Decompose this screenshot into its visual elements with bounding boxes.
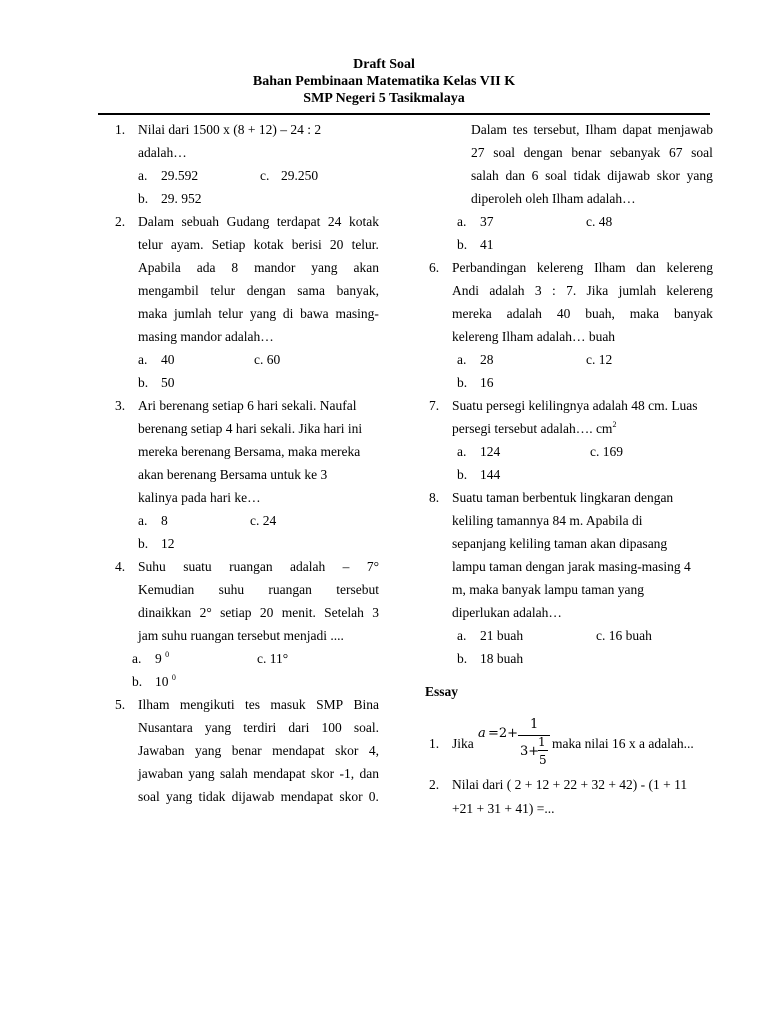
option-label: b. [457, 375, 468, 390]
word: soal. [353, 720, 379, 735]
option-label: a. [457, 444, 467, 459]
word: jumlah [618, 283, 657, 298]
word: banyak, [336, 283, 379, 298]
document-subtitle: Bahan Pembinaan Matematika Kelas VII K [252, 74, 516, 89]
word: Dalam [471, 122, 507, 137]
word: Apabila [138, 260, 181, 275]
option-label: b. [457, 467, 468, 482]
word: banyak [673, 306, 713, 321]
question-text [138, 559, 379, 575]
word: tes [512, 122, 528, 137]
word: 8 [231, 260, 239, 275]
option-a: 9 $^0$ [155, 650, 170, 666]
question-number: 6. [429, 260, 440, 275]
word: jawaban [138, 766, 183, 781]
option-b: 12 [161, 536, 175, 551]
word: 40 [556, 306, 571, 321]
question-text: persegi tersebut adalah…. $cm^2$ [452, 420, 617, 436]
word: 4, [368, 743, 379, 758]
word: benar [571, 145, 602, 160]
word: kotak [253, 237, 284, 252]
word: menit. [281, 605, 316, 620]
option-label: b. [457, 237, 468, 252]
word: maka [138, 306, 168, 321]
question-text: sepanjang keliling taman akan dipasang [452, 536, 668, 551]
essay-text: +21 + 31 + 41) =... [452, 801, 555, 816]
word: skor [310, 766, 335, 781]
option-a: 29.592 [161, 168, 199, 183]
question-text: diperoleh oleh Ilham adalah… [471, 191, 636, 206]
question-text: Ari berenang setiap 6 hari sekali. Naufal [138, 398, 357, 413]
word: Bina [353, 697, 379, 712]
question-text: jam suhu ruangan tersebut menjadi .... [138, 628, 344, 643]
word: yang [165, 789, 193, 804]
word: 20 [329, 237, 344, 252]
word: dari [288, 720, 310, 735]
word: telur [218, 306, 244, 321]
option-b: 29. 952 [161, 191, 202, 206]
word: terdiri [243, 720, 277, 735]
question-text: adalah… [138, 145, 187, 160]
question-text [138, 237, 379, 253]
word: 6 [531, 168, 539, 183]
word: 100 [321, 720, 342, 735]
word: Jika [586, 283, 609, 298]
word: skor [335, 743, 359, 758]
option-label: a. [457, 214, 467, 229]
word: 20 [259, 605, 274, 620]
question-text: Nilai dari 1500 x (8 + 12) – 24 : 2 [138, 122, 322, 137]
question-text: masing mandor adalah… [138, 329, 274, 344]
question-text [138, 283, 379, 299]
word: soal [691, 145, 713, 160]
word: Dalam [138, 214, 174, 229]
word: dan [505, 168, 525, 183]
inner-numerator: 1 [538, 735, 546, 749]
question-text [138, 306, 379, 322]
word: yang [188, 766, 215, 781]
option-label: a. [132, 651, 142, 666]
word: Kemudian [138, 582, 195, 597]
option-label: a. [138, 513, 148, 528]
question-text: Suatu taman berbentuk lingkaran dengan [452, 490, 674, 505]
question-number: 3. [115, 398, 126, 413]
option-label: b. [457, 651, 468, 666]
word: mendapat [272, 743, 325, 758]
word: menjawab [657, 122, 713, 137]
option-c: c. 16 buah [596, 628, 652, 643]
option-a: 8 [161, 513, 168, 528]
word: dengan [246, 283, 286, 298]
question-number: 1. [115, 122, 126, 137]
word: Ilham [594, 260, 626, 275]
question-text: kelereng Ilham adalah… buah [452, 329, 616, 344]
word: ruangan [268, 582, 312, 597]
word: sebanyak [610, 145, 661, 160]
word: 27 [471, 145, 485, 160]
word: sama [297, 283, 326, 298]
word: benar [231, 743, 262, 758]
word: dijawab [607, 168, 651, 183]
word: setiap [220, 605, 252, 620]
word: : [551, 283, 556, 298]
word: dan [636, 260, 656, 275]
word: telur [138, 237, 163, 252]
word: yang [194, 743, 222, 758]
word: soal [545, 168, 567, 183]
word: yang [249, 306, 277, 321]
word: Ilham [138, 697, 170, 712]
question-text: Suatu persegi kelilingnya adalah 48 cm. Luas [452, 398, 698, 413]
question-text [452, 283, 713, 299]
word: masing- [335, 306, 379, 321]
option-label: a. [457, 628, 467, 643]
word: salah [219, 766, 248, 781]
option-label: a. [138, 168, 148, 183]
word: Gudang [226, 214, 270, 229]
option-c: c. 48 [586, 214, 613, 229]
word: maka [629, 306, 660, 321]
word: dan [359, 766, 379, 781]
question-text [471, 122, 713, 138]
word: yang [204, 720, 232, 735]
question-text [138, 260, 379, 276]
option-a: 40 [161, 352, 175, 367]
fraction-numerator: 1 [530, 717, 539, 732]
option-a: 37 [480, 214, 494, 229]
question-number: 5. [115, 697, 126, 712]
option-label: c. [260, 168, 270, 183]
word: ayam. [170, 237, 204, 252]
word: suhu [218, 582, 245, 597]
school-name: SMP Negeri 5 Tasikmalaya [303, 91, 465, 106]
word: Andi [452, 283, 479, 298]
option-b: 50 [161, 375, 175, 390]
word: di [282, 306, 294, 321]
word: 7° [366, 559, 379, 574]
word: 24 [327, 214, 342, 229]
math-equals: =2+ [488, 726, 519, 741]
word: bawa [300, 306, 329, 321]
word: dinaikkan [138, 605, 192, 620]
word: ada [196, 260, 216, 275]
word: dijawab [231, 789, 275, 804]
question-text: lampu taman dengan jarak masing-masing 4 [452, 559, 691, 574]
question-text [471, 168, 713, 184]
question-text [138, 214, 379, 230]
word: 3 [372, 605, 379, 620]
word: ruangan [229, 559, 273, 574]
question-text: berenang setiap 4 hari sekali. Jika hari ini [138, 421, 363, 436]
essay-text: maka nilai 16 x a adalah... [552, 736, 694, 751]
word: 3 [534, 283, 542, 298]
word: tidak [198, 789, 226, 804]
fraction-denominator: 3+ [520, 744, 540, 759]
math-variable: a [478, 726, 486, 741]
word: adalah [506, 306, 542, 321]
question-text [138, 697, 379, 713]
option-b: 18 buah [480, 651, 524, 666]
word: soal [138, 789, 160, 804]
word: Perbandingan [452, 260, 527, 275]
word: Suhu [138, 559, 166, 574]
question-text: diperlukan adalah… [452, 605, 562, 620]
word: terdapat [276, 214, 321, 229]
essay-text: Nilai dari ( 2 + 12 + 22 + 32 + 42) - (1 + 11 [452, 777, 688, 792]
option-c: c. 12 [586, 352, 613, 367]
question-text [452, 306, 713, 322]
option-b: 144 [480, 467, 501, 482]
option-c: c. 24 [250, 513, 277, 528]
essay-text: Jika [452, 736, 474, 751]
option-label: a. [457, 352, 467, 367]
question-number: 7. [429, 398, 440, 413]
word: adalah [489, 283, 525, 298]
word: kelereng [536, 260, 584, 275]
option-b: 10 $^0$ [155, 673, 176, 689]
inner-denominator: 5 [539, 753, 547, 767]
word: telur. [351, 237, 379, 252]
word: akan [353, 260, 379, 275]
document-title: Draft Soal [353, 57, 415, 72]
word: salah [471, 168, 499, 183]
word: skor [339, 789, 363, 804]
question-text: mereka berenang Bersama, maka mereka [138, 444, 361, 459]
option-a: 124 [480, 444, 501, 459]
word: Setelah [324, 605, 364, 620]
word: 0. [368, 789, 379, 804]
question-text [138, 766, 379, 782]
word: mendapat [253, 766, 306, 781]
option-c: c. 169 [590, 444, 623, 459]
word: – [342, 559, 350, 574]
word: telur [210, 283, 236, 298]
question-text: akan berenang Bersama untuk ke 3 [138, 467, 328, 482]
word: tersebut [336, 582, 379, 597]
word: buah, [585, 306, 615, 321]
question-text [471, 145, 713, 161]
word: 67 [668, 145, 683, 160]
word: kotak [348, 214, 379, 229]
option-a: 21 buah [480, 628, 524, 643]
question-number: 4. [115, 559, 126, 574]
word: Setiap [211, 237, 246, 252]
word: skor [656, 168, 680, 183]
option-c: 29.250 [281, 168, 319, 183]
question-text: keliling tamannya 84 m. Apabila di [452, 513, 643, 528]
question-number: 2. [115, 214, 126, 229]
header-divider [98, 113, 710, 115]
word: mereka [452, 306, 492, 321]
word: sebuah [181, 214, 220, 229]
word: dengan [523, 145, 563, 160]
word: -1, [339, 766, 355, 781]
word: berisi [291, 237, 322, 252]
option-label: b. [138, 536, 149, 551]
word: SMP [316, 697, 344, 712]
question-text [452, 260, 713, 276]
option-label: b. [138, 375, 149, 390]
word: mengambil [138, 283, 199, 298]
essay-number: 2. [429, 777, 440, 792]
word: tersebut, [533, 122, 580, 137]
question-text [138, 789, 379, 805]
option-label: b. [132, 674, 143, 689]
question-number: 8. [429, 490, 440, 505]
word: mendapat [280, 789, 334, 804]
word: yang [686, 168, 713, 183]
question-text: kalinya pada hari ke… [138, 490, 261, 505]
word: 2° [199, 605, 212, 620]
word: dapat [622, 122, 652, 137]
question-text [138, 743, 379, 759]
word: masuk [270, 697, 306, 712]
word: Nusantara [138, 720, 193, 735]
word: Ilham [585, 122, 617, 137]
word: mengikuti [179, 697, 235, 712]
essay-heading: Essay [425, 684, 459, 699]
word: jumlah [174, 306, 212, 321]
question-text [138, 720, 379, 736]
option-label: a. [138, 352, 148, 367]
question-text: m, maka banyak lampu taman yang [452, 582, 644, 597]
option-b: 16 [480, 375, 494, 390]
option-c: c. 60 [254, 352, 281, 367]
question-text [138, 582, 379, 598]
option-label: b. [138, 191, 149, 206]
word: suatu [183, 559, 212, 574]
option-b: 41 [480, 237, 494, 252]
word: adalah [290, 559, 326, 574]
word: kelereng [666, 283, 713, 298]
inner-fraction-bar [538, 750, 548, 751]
word: mandor [254, 260, 296, 275]
option-a: 28 [480, 352, 494, 367]
word: kelereng [666, 260, 713, 275]
word: soal [493, 145, 515, 160]
word: tes [245, 697, 261, 712]
word: Jawaban [138, 743, 185, 758]
word: yang [311, 260, 338, 275]
option-c: c. 11° [257, 651, 289, 666]
essay-number: 1. [429, 736, 440, 751]
word: tidak [573, 168, 601, 183]
question-text [138, 605, 379, 621]
word: 7. [566, 283, 577, 298]
